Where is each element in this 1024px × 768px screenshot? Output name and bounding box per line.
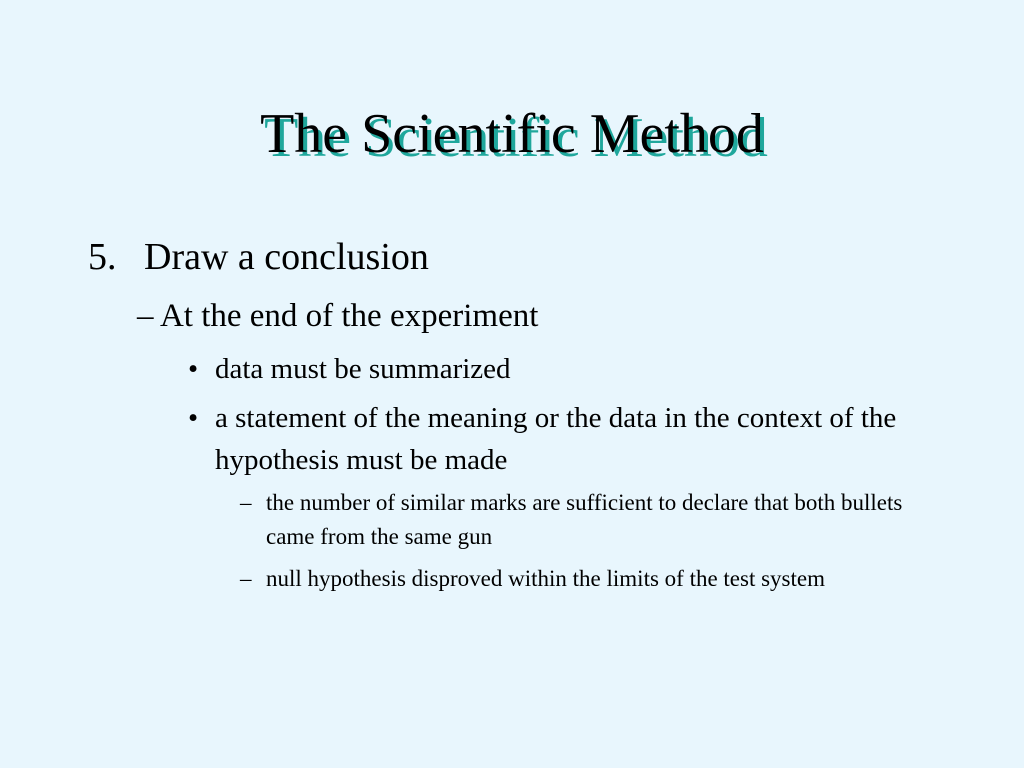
bullet-marker: •: [188, 353, 199, 385]
step-text: Draw a conclusion: [144, 236, 429, 278]
sub-point-marker: –: [137, 298, 154, 334]
slide-title: The Scientific Method: [260, 103, 764, 165]
step-item: [88, 234, 429, 280]
bullet-text: a statement of the meaning or the data in the context of the hypothesis must be made: [215, 402, 897, 476]
sub-bullet-item: [240, 486, 926, 554]
step-number: 5.: [88, 236, 117, 278]
sub-bullet-item: [240, 562, 926, 596]
sub-point: [137, 296, 538, 336]
sub-bullet-text: the number of similar marks are sufficient to declare that both bullets came from the same gun: [266, 490, 903, 549]
bullet-item: [188, 348, 940, 390]
sub-bullet-marker: –: [240, 566, 252, 591]
bullet-text: data must be summarized: [215, 353, 511, 385]
sub-bullet-marker: –: [240, 490, 252, 515]
bullet-marker: •: [188, 402, 199, 434]
bullet-item: [188, 397, 940, 481]
sub-bullet-text: null hypothesis disproved within the limits of the test system: [266, 566, 825, 591]
sub-point-text: At the end of the experiment: [159, 298, 539, 334]
